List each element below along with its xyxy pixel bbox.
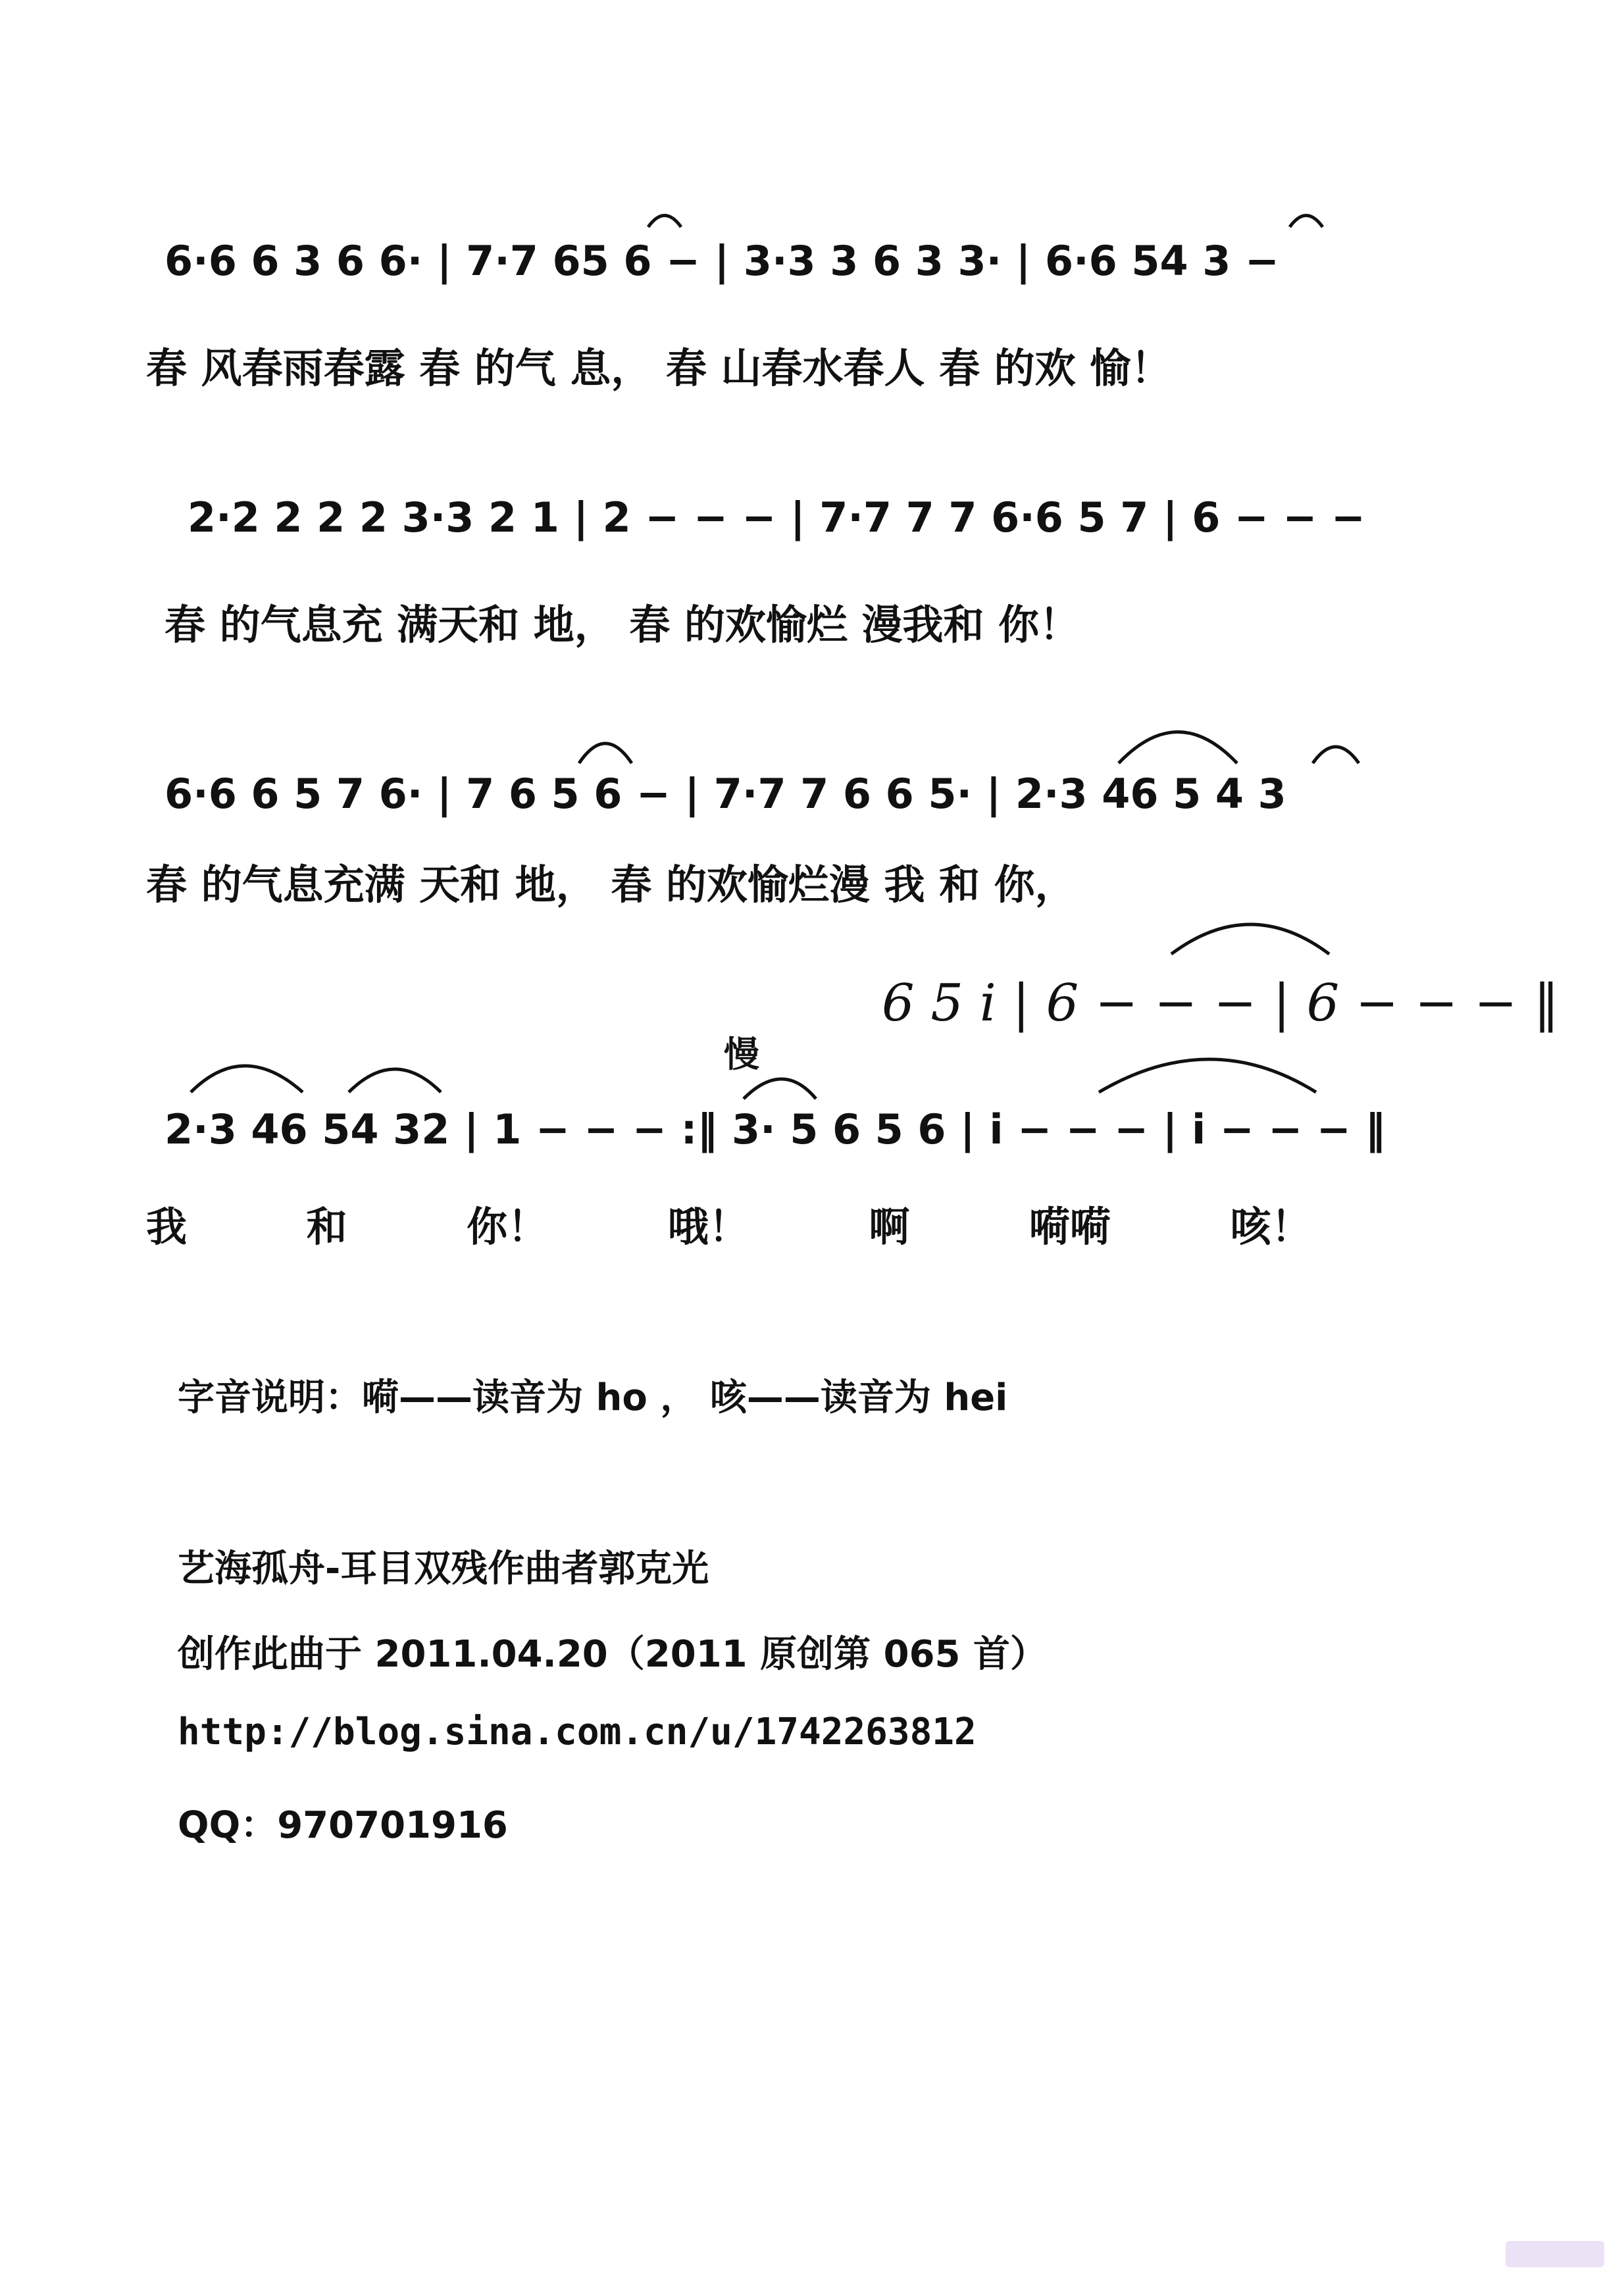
watermark-stamp (1506, 2241, 1604, 2267)
slur-row3-a (579, 743, 632, 763)
score-row-2-notes (0, 493, 1624, 553)
notes-row-2: 2·2 2 2 2 3·3 2 1 | 2 − − − | 7·7 7 7 6·6 5 7 | 6 − − − (188, 493, 1365, 541)
slur-row1-b (1290, 216, 1323, 228)
author-line: 艺海孤舟-耳目双残作曲者郭克光 (178, 1547, 709, 1590)
pronunciation-note: 字音说明：嗬——读音为 ho ， 咳——读音为 hei (178, 1376, 1008, 1419)
qq-line: QQ：970701916 (178, 1804, 508, 1847)
slur-row3-b (1119, 732, 1237, 764)
notes-row-1: 6·6 6 3 6 6· | 7·7 65 6 − | 3·3 3 6 3 3· | 6·6 54 3 − (165, 237, 1279, 285)
slur-handwritten (1171, 924, 1329, 954)
notes-row-4: 2·3 46 54 32 | 1 − − − :‖ 3· 5 6 5 6 | i − − − | i − − − ‖ (165, 1105, 1386, 1153)
created-line: 创作此曲于 2011.04.20（2011 原创第 065 首） (178, 1633, 1048, 1676)
slur-row4-d (1099, 1059, 1316, 1092)
score-row-4-lyrics (0, 1194, 1624, 1253)
score-row-2-lyrics (0, 592, 1624, 651)
slur-row3-c (1313, 747, 1359, 763)
lyrics-row-1: 春 风春雨春露 春 的气 息， 春 山春水春人 春 的欢 愉！ (146, 344, 1172, 392)
slur-row4-c (744, 1079, 816, 1099)
score-row-3-notes (0, 770, 1624, 829)
lyrics-row-2: 春 的气息充 满天和 地， 春 的欢愉烂 漫我和 你！ (165, 601, 1080, 649)
score-row-3-lyrics (0, 852, 1624, 911)
tempo-mark: 慢 (724, 1034, 759, 1075)
handwritten-addition (0, 974, 1624, 1033)
slur-row4-a (191, 1066, 303, 1092)
handwritten-notes: 6 5 i | 6 − − − | 6 − − − ‖ (882, 974, 1560, 1033)
notes-row-3: 6·6 6 5 7 6· | 7 6 5 6 − | 7·7 7 6 6 5· | 2·3 46 5 4 3 (165, 770, 1286, 818)
slur-row1-a (648, 216, 681, 228)
blog-url: http://blog.sina.com.cn/u/1742263812 (178, 1711, 977, 1753)
slur-row4-b (349, 1069, 441, 1092)
score-row-1-notes (0, 237, 1624, 296)
lyrics-row-3: 春 的气息充满 天和 地， 春 的欢愉烂漫 我 和 你， (146, 861, 1076, 909)
score-row-4-notes (0, 1105, 1624, 1165)
score-row-1-lyrics (0, 336, 1624, 395)
lyrics-row-4: 我 和 你！ 哦！ 啊 嗬嗬 咳！ (146, 1203, 1312, 1251)
